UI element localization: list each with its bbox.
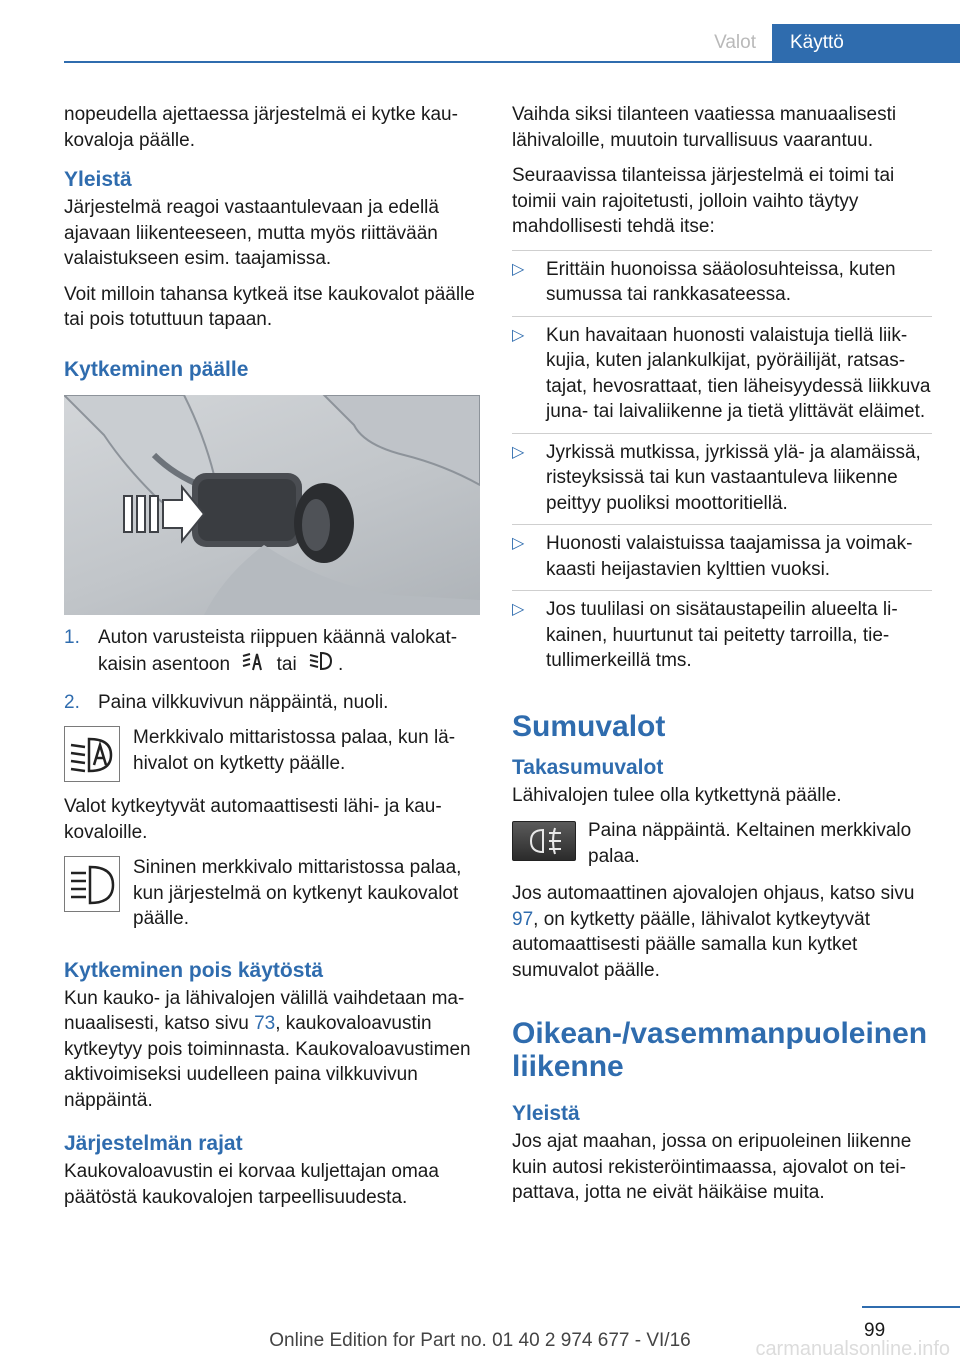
auto-lights-text: Valot kytkeytyvät automaattisesti lähi- ja kaukovaloille. [64,796,442,843]
auto-fog-text-a: Jos automaattinen ajovalojen ohjaus, katso sivu [512,883,915,904]
auto-headlight-icon [241,650,265,680]
list-item [512,316,932,433]
steps-list [64,625,480,716]
watermark: carmanualsonline.info [755,1338,950,1360]
edition-footer: Online Edition for Part no. 01 40 2 974 677 - VI/16 [269,1330,691,1351]
step-2-text: Paina vilkkuvivun näppäintä, nuoli. [98,691,389,713]
list-item [512,250,932,316]
left-column [64,102,480,1220]
turn-signal-lever-photo [64,395,480,615]
high-beam-indicator-icon [64,856,120,912]
triangle-bullet-icon: ▷ [512,260,525,278]
rear-fog-light-button-icon [512,821,576,861]
high-beam-indicator-text: Sininen merkkivalo mittaristossa palaa, kun järjestelmä on kytkenyt kaukovalot päälle. [133,857,462,929]
pois-paragraph [64,986,480,1114]
yleista-paragraph-1: Järjestelmä reagoi vastaantulevaan ja edellä ajavaan liikenteeseen, mutta myös riittävään valaistukseen esim. taajamissa. [64,197,439,269]
list-item [512,433,932,525]
right-column [512,102,932,1216]
liikenne-heading: Oikean-/vasemmanpuoleinen liikenne [512,1017,928,1083]
takasumuvalot-heading: Takasumuvalot [512,755,664,779]
page-link-73[interactable]: 73 [254,1013,276,1034]
page-number: 99 [862,1306,960,1342]
triangle-bullet-icon: ▷ [512,443,525,461]
pois-text-a: Kun kauko- ja lähivalojen välillä vaihdetaan manuaalisesti, katso sivu [64,987,465,1034]
low-beam-indicator-text: Merkkivalo mittaristossa palaa, kun lähivalot on kytketty päälle. [133,727,456,774]
list-item-text: Kun havaitaan huonosti valaistuja tiellä liikkujia, kuten jalankulkijat, pyöräilijät, ratsastajat, hevosrattaat, tien läheisyydessä liikkuva juna- tai laivaliikenne ja tietä ylittävät eläimet. [546,324,931,422]
pois-text-b: , kaukovaloavustin kytkeytyy pois toiminnasta. Kaukovaloavustimen aktivoimiseksi uudelleen paina vilkkuvivun näppäintä. [64,1013,471,1111]
liikenne-paragraph: Jos ajat maahan, jossa on eripuoleinen liikenne kuin autosi rekisteröintimaassa, ajovalot on teipattava, jotta ne eivät häikäise muita. [512,1131,912,1203]
auto-fog-paragraph [512,881,932,983]
triangle-bullet-icon: ▷ [512,326,525,344]
header-rule [64,61,960,63]
page-link-97[interactable]: 97 [512,908,534,930]
triangle-bullet-icon: ▷ [512,601,525,618]
tab-valot: Valot [698,24,772,62]
step-1 [64,625,480,680]
step-1-text: Auton varusteista riippuen käännä valokatkaisin asentoon [98,626,458,675]
step-1-number: 1. [64,626,80,648]
right-paragraph-1: Vaihda siksi tilanteen vaatiessa manuaalisesti lähivaloille, muutoin turvallisuus vaarantuu. [512,104,897,151]
step-2-number: 2. [64,691,80,713]
header-tabs [698,24,960,62]
list-item-text: Erittäin huonoissa sääolosuhteissa, kuten sumussa tai rankkasateessa. [546,258,896,305]
tab-kaytto: Käyttö [772,24,960,62]
auto-fog-text-b: , on kytketty päälle, lähivalot kytkeytyvät automaattisesti päälle samalla kun kytket sumuvalot päälle. [512,908,871,981]
triangle-bullet-icon: ▷ [512,535,525,552]
takasumuvalot-paragraph: Lähivalojen tulee olla kytkettynä päälle. [512,784,842,806]
rajat-heading: Järjestelmän rajat [64,1132,243,1155]
yleista-paragraph-2: Voit milloin tahansa kytkeä itse kaukovalot päälle tai pois totuttuun tapaan. [64,283,475,330]
intro-text: nopeudella ajettaessa järjestelmä ei kytke kaukovaloja päälle. [64,104,458,151]
kytkeminen-heading: Kytkeminen päälle [64,357,249,381]
low-beam-indicator-note [64,725,480,782]
list-item [512,590,932,682]
right-paragraph-2: Seuraavissa tilanteissa järjestelmä ei toimi tai toimii vain rajoitetusti, jolloin vaihto täytyy mahdollisesti tehdä itse: [512,165,895,237]
high-beam-indicator-note [64,855,480,932]
lever-illustration [64,395,480,615]
liikenne-yleista-heading: Yleistä [512,1102,580,1125]
list-item [512,524,932,590]
step-1-end: . [337,653,344,675]
pois-heading: Kytkeminen pois käytöstä [64,958,324,982]
rajat-paragraph: Kaukovaloavustin ei korvaa kuljettajan omaa päätöstä kaukovalojen tarpeellisuudesta. [64,1161,439,1208]
list-item-text: Jos tuulilasi on sisätaustapeilin alueelta likainen, huurtunut tai peitetty tarroilla, tietullimerkeillä tms. [546,599,898,671]
low-beam-indicator-icon [64,726,120,782]
step-1-or: tai [276,653,297,675]
list-item-text: Huonosti valaistuissa taajamissa ja voimakkaasti heijastavien kylttien vuoksi. [546,533,913,580]
low-beam-icon [308,650,332,680]
list-item-text: Jyrkissä mutkissa, jyrkissä ylä- ja alamäissä, risteyksissä tai kun vastaantuleva liikenne peittyy puoliksi moottoritiellä. [546,441,921,514]
step-2 [64,690,480,716]
sumuvalot-heading: Sumuvalot [512,709,666,743]
limitations-list [512,250,932,682]
fog-light-button-note [512,818,932,869]
fog-light-button-text: Paina näppäintä. Keltainen merkkivalo palaa. [588,820,912,867]
yleista-heading: Yleistä [64,168,132,191]
